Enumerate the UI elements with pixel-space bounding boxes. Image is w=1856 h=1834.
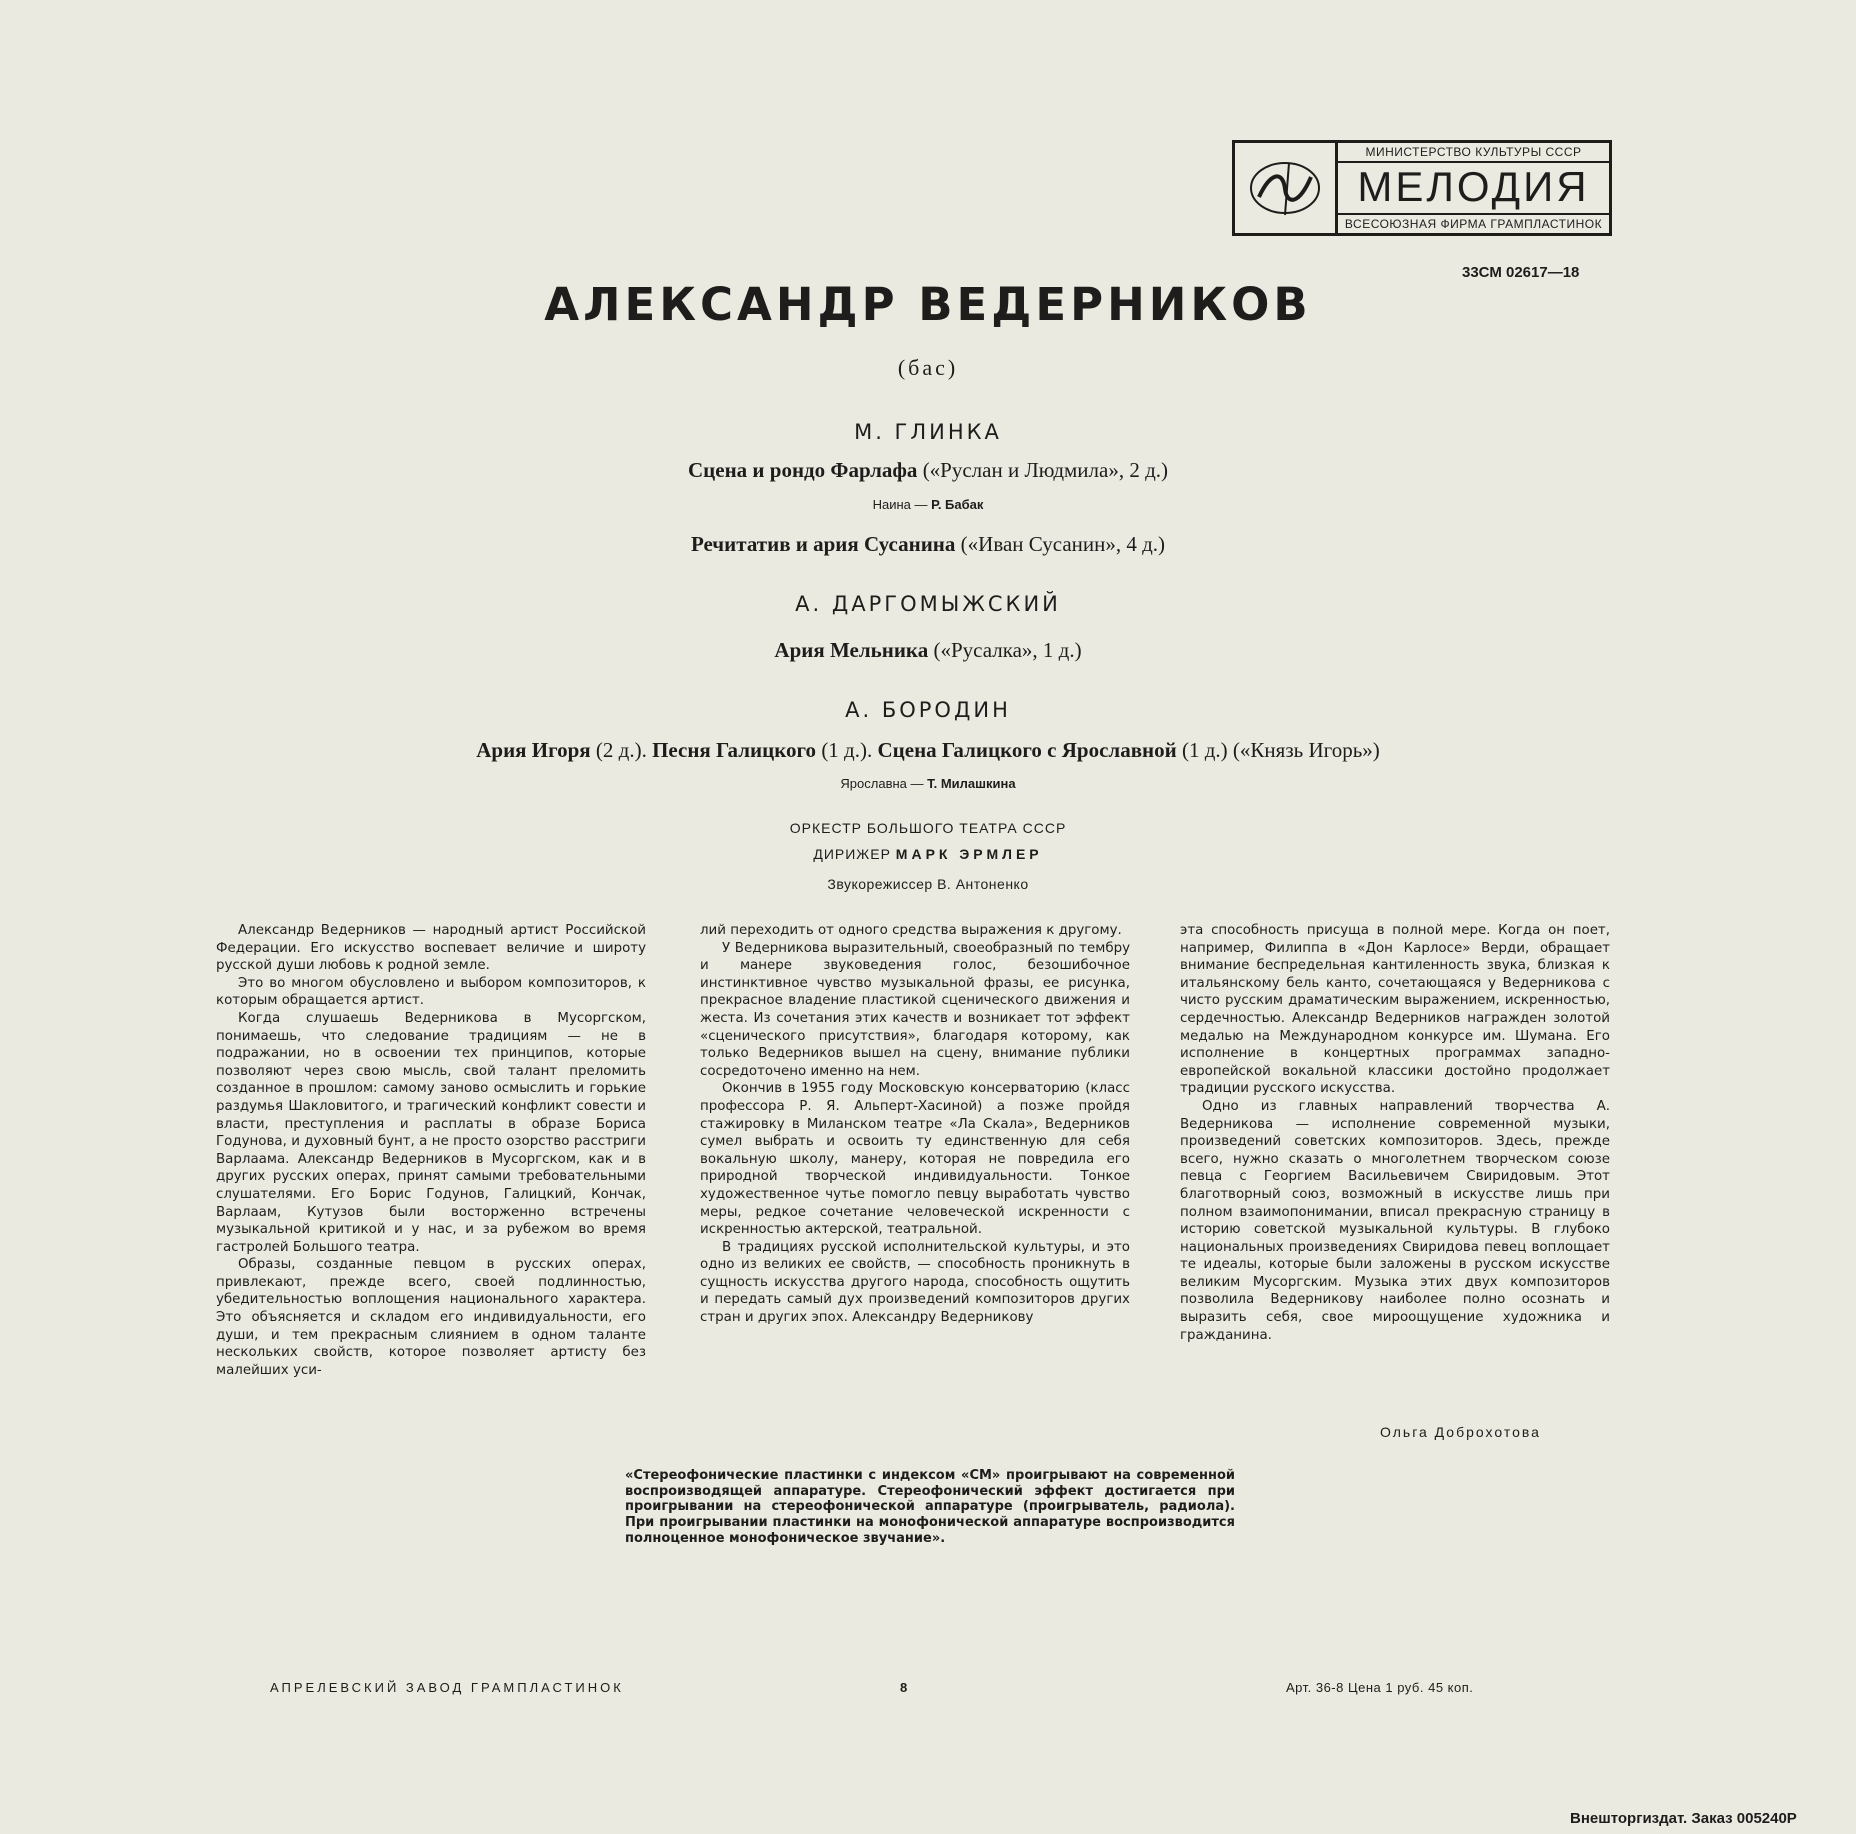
work-source: («Русалка», 1 д.) xyxy=(933,638,1082,662)
notes-paragraph: эта способность присуща в полной мере. Когда он поет, например, Филиппа в «Дон Карлосе» Верди, обращает внимание беспредельная кантиленность звука, близкая к итальянскому бель канто, сочетающаяся у Ведерникова с чисто русским драматическим выражением, искренностью, сердечностью. Александр Ведерников награжден золотой медалью на Международном конкурсе им. Шумана. Его исполнение в концертных программах западно-европейской вокальной классики достойно продолжает традиции русского искусства. xyxy=(1180,923,1610,1097)
work-act: (1 д.). xyxy=(821,738,873,762)
work-susanin xyxy=(0,532,1856,557)
composer-dargomyzhsky: А. ДАРГОМЫЖСКИЙ xyxy=(795,592,1061,616)
notes-column-1 xyxy=(216,922,646,1379)
notes-paragraph: Окончив в 1955 году Московскую консерваторию (класс профессора Р. Я. Альперт-Хасиной) а позже пройдя стажировку в Миланском театре «Ла Скала», Ведерников сумел выбрать и освоить ту единственную для себя вокальную школу, манеру, которая не повредила его природной творческой индивидуальности. Тонкое художественное чутье помогло певцу выработать чувство меры, редкое сочетание человеческой искренности с искренностью актерской, театральной. xyxy=(700,1081,1130,1238)
cast-role: Ярославна — xyxy=(840,776,924,791)
notes-column-2 xyxy=(700,922,1130,1327)
printer-order: Внешторгиздат. Заказ 005240Р xyxy=(1570,1810,1797,1827)
price-info: Арт. 36-8 Цена 1 руб. 45 коп. xyxy=(1286,1680,1474,1695)
work-title: Песня Галицкого xyxy=(652,738,817,762)
logo-ministry: МИНИСТЕРСТВО КУЛЬТУРЫ СССР xyxy=(1338,143,1609,163)
work-borodin-list xyxy=(0,738,1856,763)
work-source: («Руслан и Людмила», 2 д.) xyxy=(922,458,1169,482)
notes-paragraph: Одно из главных направлений творчества А. Ведерникова — исполнение современной музыки, произведений советских композиторов. Здесь, прежде всего, нужно сказать о многолетнем творческом союзе певца с Георгием Васильевичем Свиридовым. Этот благотворный союз, возможный в искусстве лишь при полном взаимопонимании, вписал прекрасную страницу в историю советской музыкальной культуры. В глубоко национальных произведениях Свиридова певец воплощает те идеалы, которые были заложены в русском искусстве великим Мусоргским. Музыка этих двух композиторов позволила Ведерникову наиболее полно осознать и выразить себя, свое мироощущение художника и гражданина. xyxy=(1180,1098,1610,1343)
notes-paragraph: Образы, созданные певцом в русских операх, привлекают, прежде всего, своей подлинностью, убедительностью воплощения национального характера. Это объясняется и складом его индивидуальности, его души, и тем прекрасным слиянием в одном таланте нескольких свойств, которое позволяет артисту без малейших уси- xyxy=(216,1257,646,1378)
melodiya-logo xyxy=(1232,140,1612,236)
work-title: Ария Мельника xyxy=(774,638,929,662)
page-number: 8 xyxy=(900,1680,908,1695)
work-title: Ария Игоря xyxy=(476,738,591,762)
work-act: (2 д.). xyxy=(595,738,647,762)
melodiya-wordmark xyxy=(1338,143,1609,233)
conductor-name: МАРК ЭРМЛЕР xyxy=(895,846,1043,862)
engineer-credit: Звукорежиссер В. Антоненко xyxy=(827,876,1029,892)
composer-glinka: М. ГЛИНКА xyxy=(854,420,1002,444)
logo-firm: ВСЕСОЮЗНАЯ ФИРМА ГРАМПЛАСТИНОК xyxy=(1338,213,1609,233)
notes-column-3 xyxy=(1180,922,1610,1344)
notes-paragraph: Когда слушаешь Ведерникова в Мусоргском, понимаешь, что следование традициям — не в подражании, но в освоении тех принципов, которые позволяют через свою мысль, свой талант преломить созданное в прошлом: самому заново осмыслить и горькие раздумья Шакловитого, и трагический конфликт совести и власти, преступления и расплаты в образе Бориса Годунова, и духовный бунт, а не просто озорство расстриги Варлаама. Александр Ведерников в Мусоргском, как и в других русских операх, принят самыми требовательными слушателями. Его Борис Годунов, Галицкий, Кончак, Варлаам, Кутузов были восторженно встречены музыкальной критикой и у нас, и за рубежом во время гастролей Большого театра. xyxy=(216,1010,646,1255)
composer-borodin: А. БОРОДИН xyxy=(845,698,1011,722)
cast-role: Наина — xyxy=(872,497,928,512)
melodiya-emblem-icon xyxy=(1235,143,1338,233)
notes-author: Ольга Доброхотова xyxy=(1380,1424,1541,1440)
work-act: (1 д.) xyxy=(1182,738,1228,762)
work-melnik xyxy=(0,638,1856,663)
cast-name: Т. Милашкина xyxy=(927,776,1016,791)
cast-name: Р. Бабак xyxy=(931,497,984,512)
voice-type: (бас) xyxy=(897,355,959,380)
notes-paragraph: Александр Ведерников — народный артист Российской Федерации. Его искусство воспевает величие и широту русской души любовь к родной земле. xyxy=(216,923,646,974)
cast-yaroslavna xyxy=(0,776,1856,791)
conductor-label: ДИРИЖЕР xyxy=(813,846,891,862)
notes-paragraph: В традициях русской исполнительской культуры, и это одно из великих ее свойств, — способность проникнуть в сущность искусства другого народа, способность ощутить и передать самый дух произведений композиторов других стран и других эпох. Александру Ведерникову xyxy=(700,1239,1130,1326)
work-title: Сцена Галицкого с Ярославной xyxy=(877,738,1177,762)
work-source: («Иван Сусанин», 4 д.) xyxy=(960,532,1166,556)
work-title: Сцена и рондо Фарлафа xyxy=(687,458,918,482)
conductor-credit xyxy=(0,846,1856,862)
orchestra-credit: ОРКЕСТР БОЛЬШОГО ТЕАТРА СССР xyxy=(789,820,1067,836)
logo-name: МЕЛОДИЯ xyxy=(1357,163,1590,210)
work-title: Речитатив и ария Сусанина xyxy=(690,532,956,556)
notes-paragraph: лий переходить от одного средства выражения к другому. xyxy=(700,923,1122,938)
work-farlaf xyxy=(0,458,1856,483)
notes-paragraph: У Ведерникова выразительный, своеобразный по тембру и манере звуковедения голос, безошибочное инстинктивное чувство музыкальной фразы, ее рисунка, прекрасное владение пластикой сценического движения и жеста. Из сочетания этих качеств и возникает тот эффект «сценического присутствия», благодаря которому, как только Ведерников вышел на сцену, внимание публики сосредоточено именно на нем. xyxy=(700,940,1130,1079)
catalog-number: 33СМ 02617—18 xyxy=(1462,264,1580,281)
work-opera: («Князь Игорь») xyxy=(1232,738,1380,762)
notes-paragraph: Это во многом обусловлено и выбором композиторов, к которым обращается артист. xyxy=(216,975,646,1009)
factory-name: АПРЕЛЕВСКИЙ ЗАВОД ГРАМПЛАСТИНОК xyxy=(270,1680,624,1695)
cast-naina xyxy=(0,497,1856,512)
album-title: АЛЕКСАНДР ВЕДЕРНИКОВ xyxy=(544,278,1312,331)
stereo-notice: «Стереофонические пластинки с индексом «СМ» проигрывают на современной воспроизводящей аппаратуре. Стереофонический эффект достигается при проигрывании на стереофонической аппаратуре (проигрыватель, радиола). При проигрывании пластинки на монофонической аппаратуре воспроизводится полноценное монофоническое звучание». xyxy=(625,1468,1235,1546)
